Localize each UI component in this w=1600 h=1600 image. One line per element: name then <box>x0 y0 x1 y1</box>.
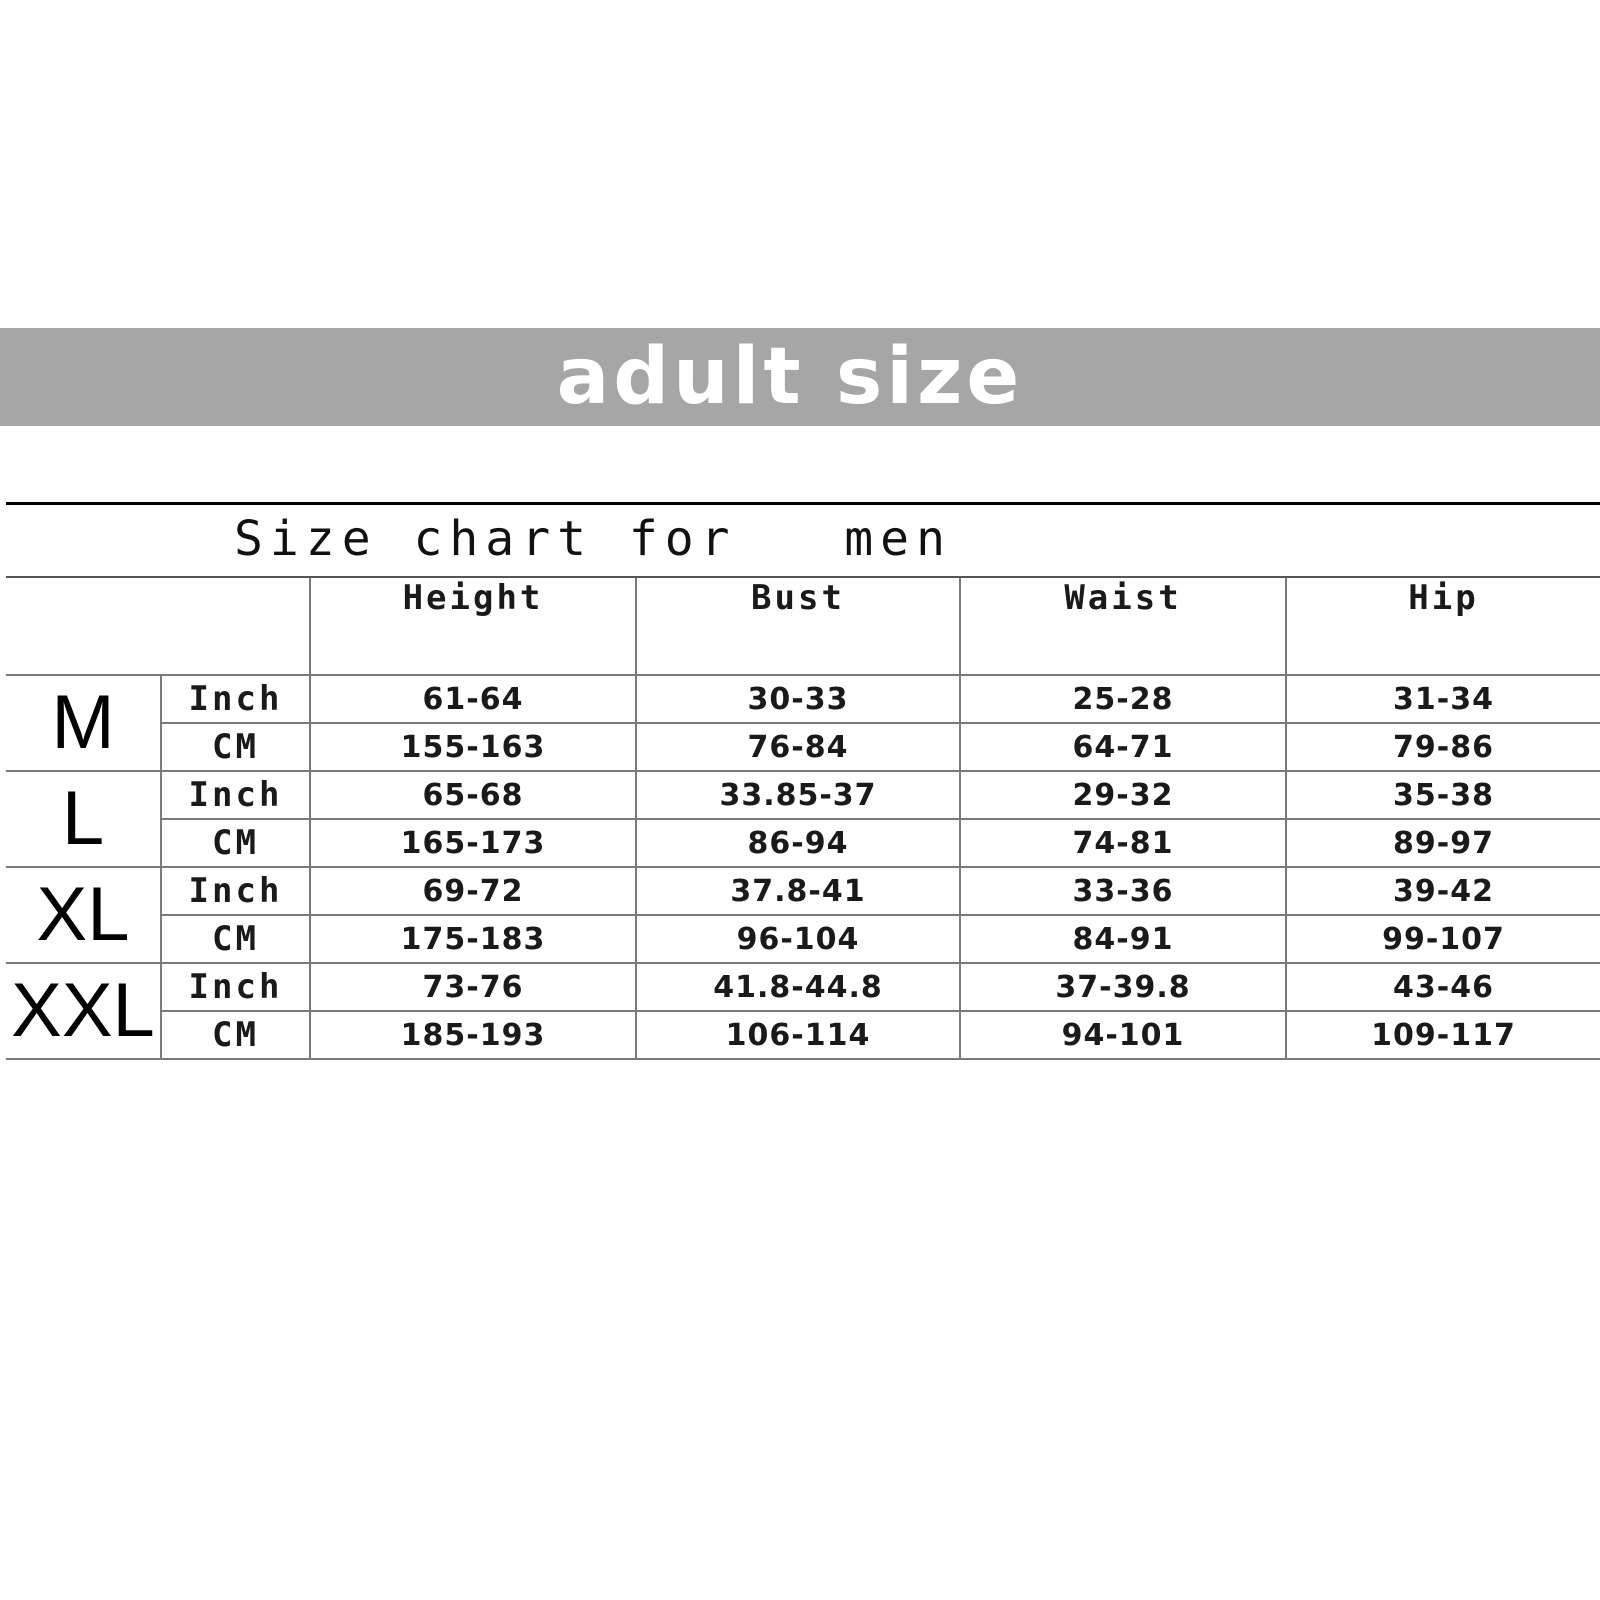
waist-value: 64-71 <box>960 723 1286 771</box>
adult-size-banner <box>0 328 1600 426</box>
bust-value: 96-104 <box>636 915 960 963</box>
header-row <box>6 578 1600 675</box>
column-header-hip: Hip <box>1286 578 1600 675</box>
waist-value: 25-28 <box>960 675 1286 723</box>
banner-title: adult size <box>556 332 1024 422</box>
bust-value: 86-94 <box>636 819 960 867</box>
bust-value: 37.8-41 <box>636 867 960 915</box>
table-row <box>6 1011 1600 1059</box>
height-value: 61-64 <box>310 675 636 723</box>
column-header-height: Height <box>310 578 636 675</box>
size-label: L <box>6 771 161 867</box>
size-label: XL <box>6 867 161 963</box>
bust-value: 76-84 <box>636 723 960 771</box>
height-value: 185-193 <box>310 1011 636 1059</box>
bust-value: 30-33 <box>636 675 960 723</box>
waist-value: 74-81 <box>960 819 1286 867</box>
bust-value: 106-114 <box>636 1011 960 1059</box>
hip-value: 109-117 <box>1286 1011 1600 1059</box>
height-value: 155-163 <box>310 723 636 771</box>
unit-label: Inch <box>161 867 310 915</box>
table-row <box>6 771 1600 819</box>
waist-value: 94-101 <box>960 1011 1286 1059</box>
height-value: 65-68 <box>310 771 636 819</box>
bust-value: 41.8-44.8 <box>636 963 960 1011</box>
hip-value: 31-34 <box>1286 675 1600 723</box>
height-value: 69-72 <box>310 867 636 915</box>
table-row <box>6 723 1600 771</box>
size-table <box>6 578 1600 1060</box>
bust-value: 33.85-37 <box>636 771 960 819</box>
waist-value: 37-39.8 <box>960 963 1286 1011</box>
hip-value: 99-107 <box>1286 915 1600 963</box>
hip-value: 89-97 <box>1286 819 1600 867</box>
chart-title: Size chart for men <box>234 511 952 567</box>
hip-value: 79-86 <box>1286 723 1600 771</box>
waist-value: 84-91 <box>960 915 1286 963</box>
waist-value: 33-36 <box>960 867 1286 915</box>
unit-label: Inch <box>161 675 310 723</box>
unit-label: Inch <box>161 963 310 1011</box>
height-value: 165-173 <box>310 819 636 867</box>
hip-value: 39-42 <box>1286 867 1600 915</box>
table-row <box>6 915 1600 963</box>
unit-label: CM <box>161 1011 310 1059</box>
hip-value: 35-38 <box>1286 771 1600 819</box>
height-value: 175-183 <box>310 915 636 963</box>
unit-label: Inch <box>161 771 310 819</box>
size-label: M <box>6 675 161 771</box>
table-row <box>6 867 1600 915</box>
height-value: 73-76 <box>310 963 636 1011</box>
table-row <box>6 675 1600 723</box>
size-label: XXL <box>6 963 161 1059</box>
table-row <box>6 963 1600 1011</box>
unit-label: CM <box>161 819 310 867</box>
corner-cell <box>6 578 310 675</box>
size-chart <box>6 502 1600 1072</box>
chart-title-row <box>6 502 1600 578</box>
unit-label: CM <box>161 723 310 771</box>
unit-label: CM <box>161 915 310 963</box>
table-row <box>6 819 1600 867</box>
column-header-bust: Bust <box>636 578 960 675</box>
hip-value: 43-46 <box>1286 963 1600 1011</box>
waist-value: 29-32 <box>960 771 1286 819</box>
column-header-waist: Waist <box>960 578 1286 675</box>
